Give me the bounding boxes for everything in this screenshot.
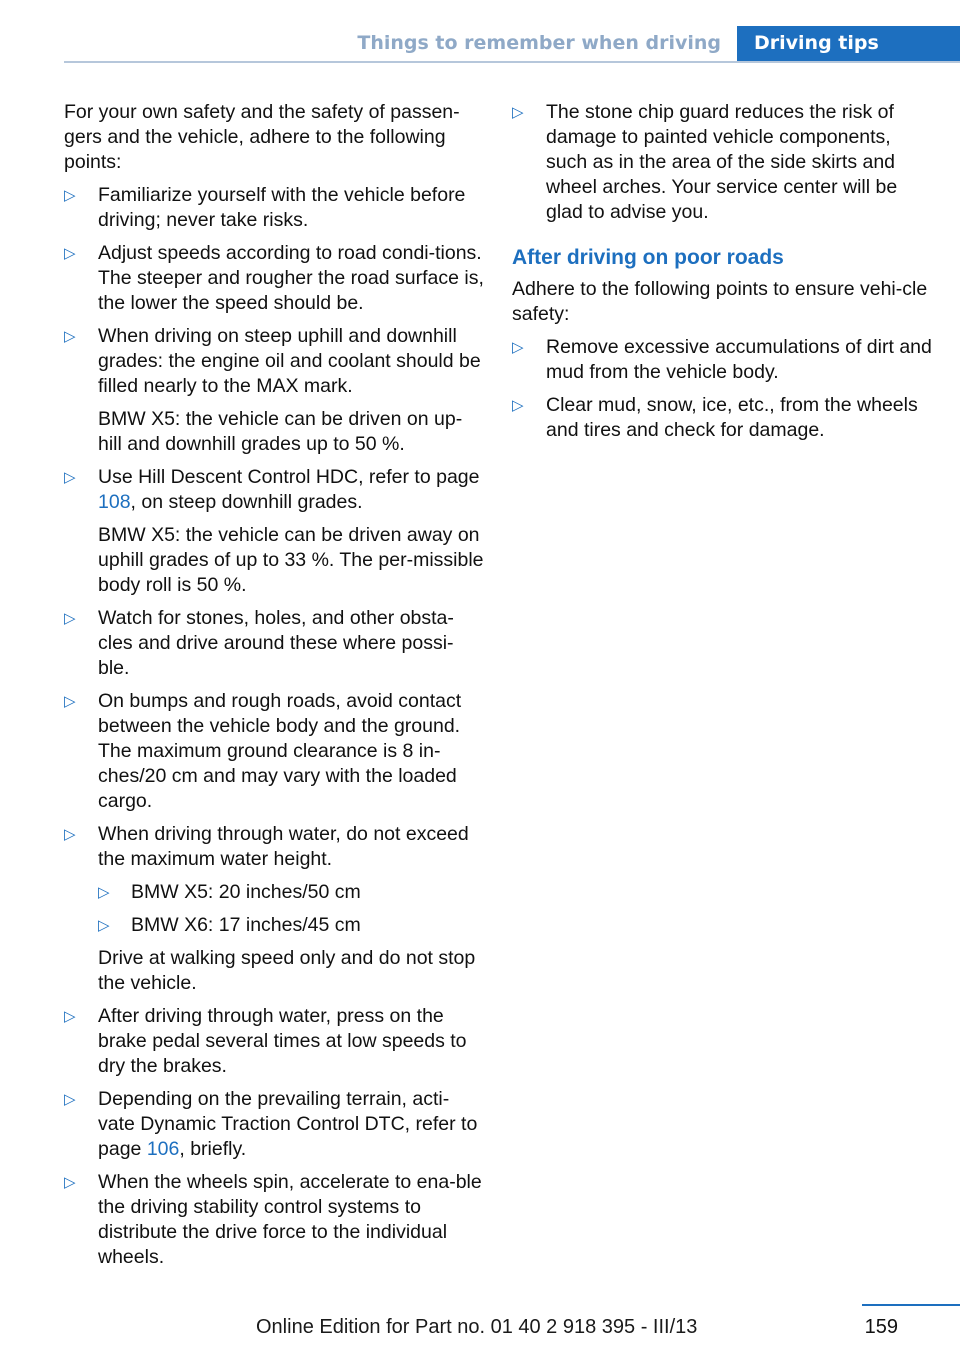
stone-chip-list xyxy=(512,100,932,225)
list-item xyxy=(512,335,932,385)
list-item xyxy=(64,822,484,996)
list-item-text: When driving through water, do not exceed the maximum water height. xyxy=(98,823,469,870)
header-section-tab: Driving tips xyxy=(737,26,960,62)
triangle-bullet-icon: ▷ xyxy=(512,338,524,356)
intro-paragraph: For your own safety and the safety of passen-gers and the vehicle, adhere to the following points: xyxy=(64,101,460,173)
triangle-bullet-icon: ▷ xyxy=(64,825,76,843)
sub-list-item xyxy=(98,880,484,905)
triangle-bullet-icon: ▷ xyxy=(512,396,524,414)
section-intro-paragraph: Adhere to the following points to ensure vehi-cle safety: xyxy=(512,278,928,325)
poor-roads-list xyxy=(512,335,932,443)
list-item xyxy=(512,393,932,443)
list-item-note: Drive at walking speed only and do not stop the vehicle. xyxy=(98,947,476,994)
triangle-bullet-icon: ▷ xyxy=(64,609,76,627)
list-item-text: Watch for stones, holes, and other obsta-cles and drive around these where possi-ble. xyxy=(98,607,454,679)
list-item-text xyxy=(98,465,484,515)
list-item xyxy=(64,241,484,316)
list-item xyxy=(64,606,484,681)
triangle-bullet-icon: ▷ xyxy=(98,916,110,934)
list-item-text: Familiarize yourself with the vehicle before driving; never take risks. xyxy=(98,184,466,231)
list-item xyxy=(64,1004,484,1079)
list-item-text: Clear mud, snow, ice, etc., from the wheels and tires and check for damage. xyxy=(546,394,918,441)
driving-tips-list xyxy=(64,183,484,1270)
page-link-106[interactable]: 106 xyxy=(146,1138,180,1160)
list-item-text: After driving through water, press on the brake pedal several times at low speeds to dry the brakes. xyxy=(98,1005,467,1077)
list-item xyxy=(64,183,484,233)
list-item xyxy=(64,465,484,598)
right-column xyxy=(512,100,932,451)
left-column xyxy=(64,100,484,1278)
triangle-bullet-icon: ▷ xyxy=(64,327,76,345)
sub-list-item xyxy=(98,913,484,938)
list-item xyxy=(64,1170,484,1270)
triangle-bullet-icon: ▷ xyxy=(64,468,76,486)
list-item-text: When the wheels spin, accelerate to ena-ble the driving stability control systems to distribute the drive force to the individual wheels. xyxy=(98,1171,482,1268)
footer-divider xyxy=(862,1304,960,1306)
triangle-bullet-icon: ▷ xyxy=(64,1173,76,1191)
section-heading: After driving on poor roads xyxy=(512,246,784,269)
header-chapter-title: Things to remember when driving xyxy=(357,32,721,54)
list-item xyxy=(64,689,484,814)
list-item-text: On bumps and rough roads, avoid contact between the vehicle body and the ground. The maximum ground clearance is 8 in-ches/20 cm and may vary with the loaded cargo. xyxy=(98,690,462,812)
page-link-108[interactable]: 108 xyxy=(98,491,131,513)
list-item-note: BMW X5: the vehicle can be driven on up-hill and downhill grades up to 50 %. xyxy=(98,408,463,455)
list-item-text-before: Use Hill Descent Control HDC, refer to page xyxy=(98,466,480,488)
triangle-bullet-icon: ▷ xyxy=(64,1090,76,1108)
water-height-sub-list xyxy=(98,880,484,938)
list-item-text-before: Depending on the prevailing terrain, acti-vate Dynamic Traction Control DTC, refer to page xyxy=(98,1088,478,1160)
list-item xyxy=(64,1087,484,1162)
list-item-text: Adjust speeds according to road condi-tions. The steeper and rougher the road surface is, the lower the speed should be. xyxy=(98,242,484,314)
list-item xyxy=(512,100,932,225)
sub-list-item-text: BMW X5: 20 inches/50 cm xyxy=(131,881,361,903)
list-item-note: BMW X5: the vehicle can be driven away on uphill grades of up to 33 %. The per-missible body roll is 50 %. xyxy=(98,524,484,596)
triangle-bullet-icon: ▷ xyxy=(64,186,76,204)
triangle-bullet-icon: ▷ xyxy=(64,244,76,262)
triangle-bullet-icon: ▷ xyxy=(64,1007,76,1025)
sub-list-item-text: BMW X6: 17 inches/45 cm xyxy=(131,914,361,936)
triangle-bullet-icon: ▷ xyxy=(98,883,110,901)
list-item xyxy=(64,324,484,457)
list-item-text-after: , on steep downhill grades. xyxy=(130,491,363,513)
page-number: 159 xyxy=(864,1316,898,1338)
list-item-text: When driving on steep uphill and downhill grades: the engine oil and coolant should be filled nearly to the MAX mark. xyxy=(98,325,481,397)
edition-note: Online Edition for Part no. 01 40 2 918 395 - III/13 xyxy=(256,1316,698,1338)
list-item-text-after: , briefly. xyxy=(179,1138,247,1160)
list-item-text: Remove excessive accumulations of dirt and mud from the vehicle body. xyxy=(546,336,932,383)
triangle-bullet-icon: ▷ xyxy=(64,692,76,710)
triangle-bullet-icon: ▷ xyxy=(512,103,524,121)
list-item-text: The stone chip guard reduces the risk of damage to painted vehicle components, such as in the area of the side skirts and wheel arches. Your service center will be glad to advise you. xyxy=(546,101,898,223)
header-divider xyxy=(64,61,960,63)
list-item-text xyxy=(98,1087,484,1162)
